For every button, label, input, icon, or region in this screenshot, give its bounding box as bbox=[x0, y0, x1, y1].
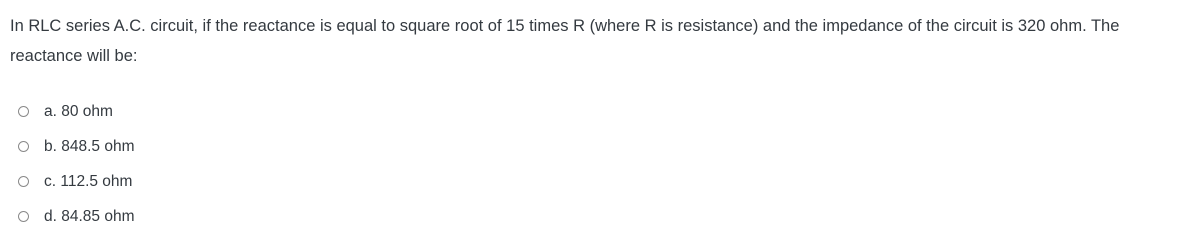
radio-button-c[interactable] bbox=[18, 176, 29, 187]
option-label-c: c. 112.5 ohm bbox=[44, 172, 133, 190]
radio-button-b[interactable] bbox=[18, 141, 29, 152]
option-a[interactable] bbox=[18, 94, 134, 129]
option-label-d: d. 84.85 ohm bbox=[44, 207, 135, 225]
radio-button-d[interactable] bbox=[18, 211, 29, 222]
radio-button-a[interactable] bbox=[18, 106, 29, 117]
option-d[interactable] bbox=[18, 199, 134, 234]
answer-options bbox=[18, 94, 134, 234]
question-text: In RLC series A.C. circuit, if the reactance is equal to square root of 15 times R (where R is resistance) and the impedance of the circuit is 320 ohm. The reactance will be: bbox=[10, 17, 1120, 65]
option-label-a: a. 80 ohm bbox=[44, 102, 113, 120]
option-b[interactable] bbox=[18, 129, 134, 164]
option-c[interactable] bbox=[18, 164, 134, 199]
option-label-b: b. 848.5 ohm bbox=[44, 137, 135, 155]
